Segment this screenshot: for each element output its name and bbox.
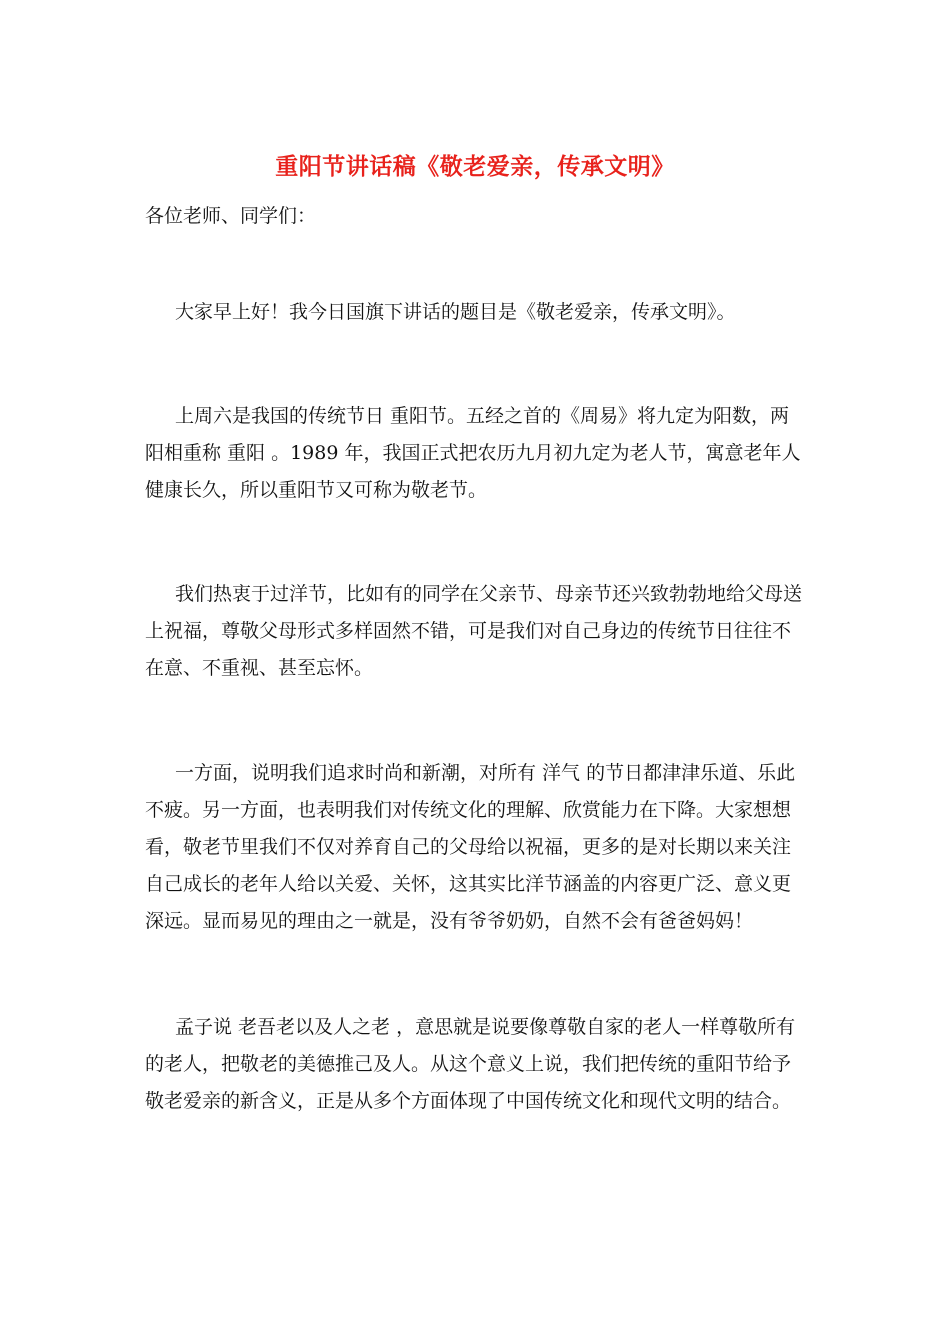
paragraph-line: 健康长久，所以重阳节又可称为敬老节。 xyxy=(145,479,488,501)
paragraph-2 xyxy=(145,398,810,509)
paragraph-line: 看，敬老节里我们不仅对养育自己的父母给以祝福，更多的是对长期以来关注 xyxy=(145,836,792,858)
paragraph-1 xyxy=(145,294,810,331)
paragraph-line: 一方面，说明我们追求时尚和新潮，对所有 洋气 的节日都津津乐道、乐此 xyxy=(175,762,796,784)
paragraph-line: 大家早上好！我今日国旗下讲话的题目是《敬老爱亲，传承文明》。 xyxy=(175,301,736,323)
paragraph-line: 在意、不重视、甚至忘怀。 xyxy=(145,657,374,679)
paragraph-line: 孟子说 老吾老以及人之老 ，意思就是说要像尊敬自家的老人一样尊敬所有 xyxy=(175,1016,796,1038)
paragraph-line: 不疲。另一方面，也表明我们对传统文化的理解、欣赏能力在下降。大家想想 xyxy=(145,799,792,821)
paragraph-line: 阳相重称 重阳 。1989 年，我国正式把农历九月初九定为老人节，寓意老年人 xyxy=(145,442,801,464)
paragraph-4 xyxy=(145,755,810,940)
paragraph-line: 上祝福，尊敬父母形式多样固然不错，可是我们对自己身边的传统节日往往不 xyxy=(145,620,792,642)
paragraph-line: 自己成长的老年人给以关爱、关怀，这其实比洋节涵盖的内容更广泛、意义更 xyxy=(145,873,792,895)
paragraph-line: 敬老爱亲的新含义，正是从多个方面体现了中国传统文化和现代文明的结合。 xyxy=(145,1090,792,1112)
paragraph-3 xyxy=(145,576,810,687)
paragraph-line: 的老人，把敬老的美德推己及人。从这个意义上说，我们把传统的重阳节给予 xyxy=(145,1053,792,1075)
paragraph-5 xyxy=(145,1009,810,1120)
paragraph-line: 我们热衷于过洋节，比如有的同学在父亲节、母亲节还兴致勃勃地给父母送 xyxy=(175,583,803,605)
salutation: 各位老师、同学们： xyxy=(145,205,317,227)
document-title: 重阳节讲话稿《敬老爱亲，传承文明》 xyxy=(275,153,675,180)
paragraph-line: 上周六是我国的传统节日 重阳节。五经之首的《周易》将九定为阳数，两 xyxy=(175,405,790,427)
paragraph-line: 深远。显而易见的理由之一就是，没有爷爷奶奶，自然不会有爸爸妈妈！ xyxy=(145,910,754,932)
